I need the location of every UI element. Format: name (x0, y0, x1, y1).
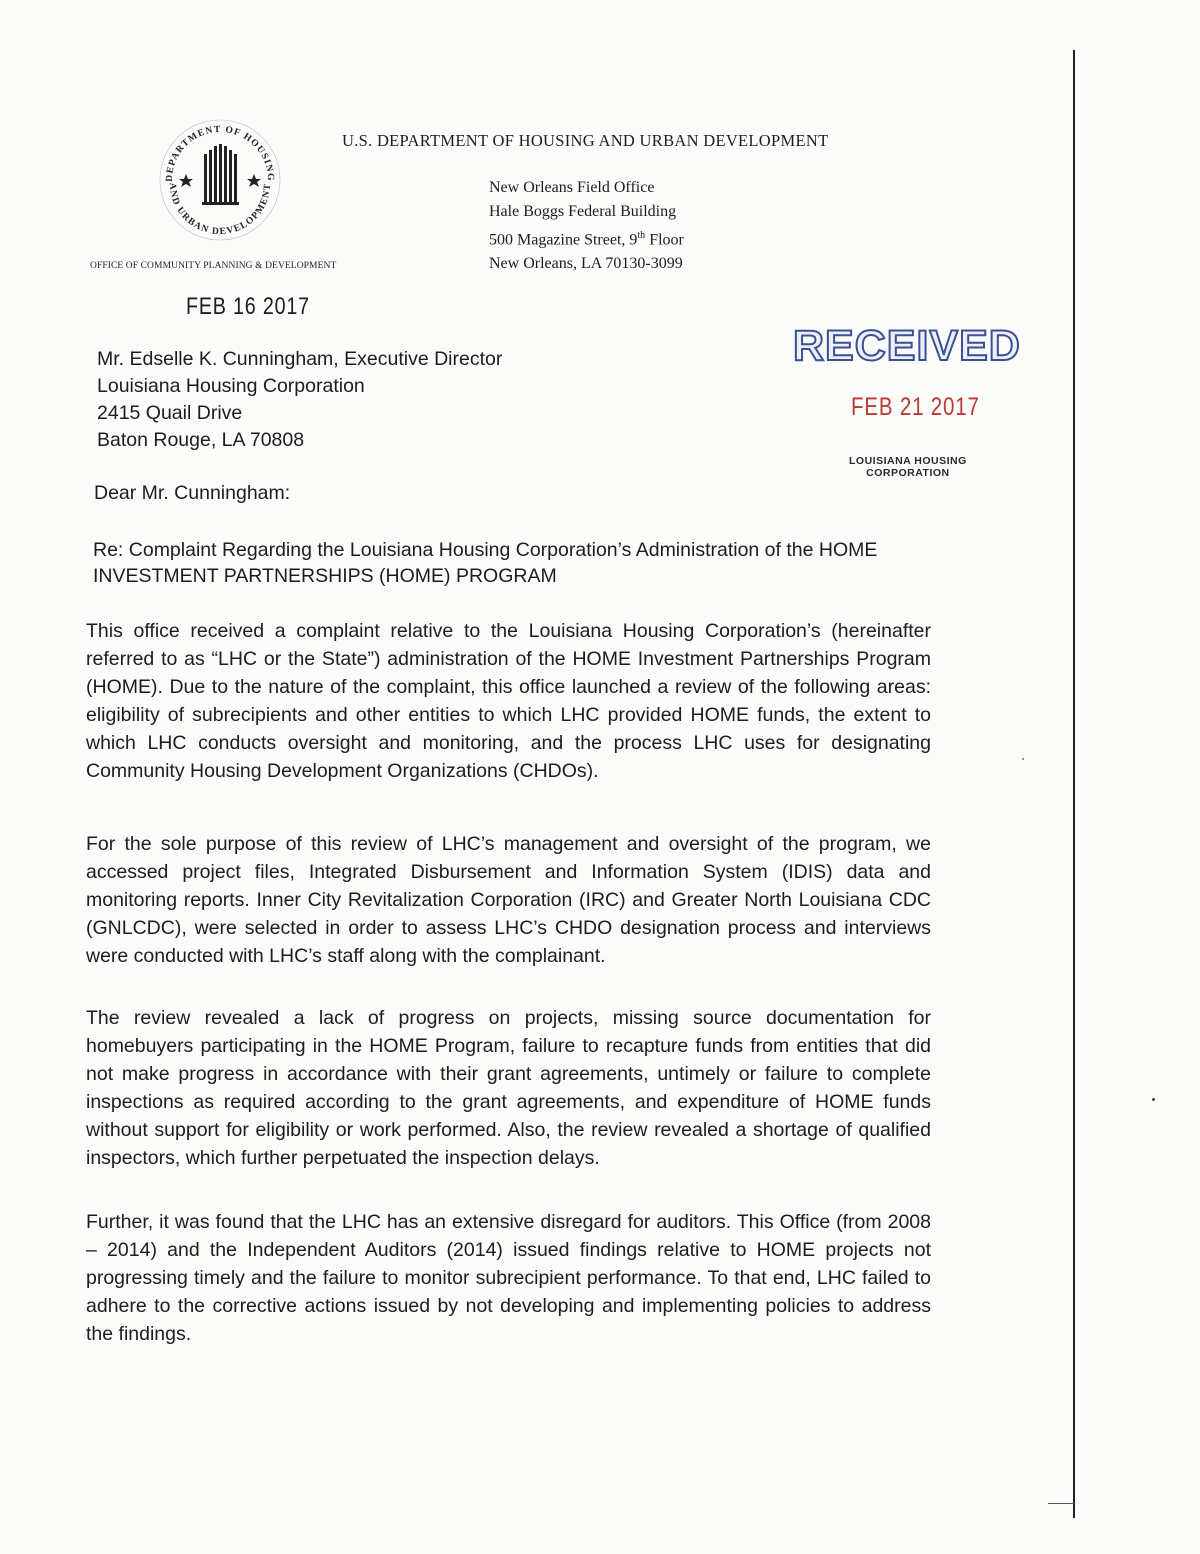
body-paragraph: The review revealed a lack of progress on projects, missing source documentation for homebuyers participating in the HOME Program, failure to recapture funds from entities that did not make progress in accordance with their grant agreements, untimely or failure to complete inspections as required according to the grant agreements, and expenditure of HOME funds without support for eligibility or work performed. Also, the review revealed a shortage of qualified inspectors, which further perpetuated the inspection delays. (86, 1007, 931, 1169)
body-paragraph: This office received a complaint relative to the Louisiana Housing Corporation’s (hereinafter referred to as “LHC or the State”) administration of the HOME Investment Partnerships Program (HOME). Due to the nature of the complaint, this office launched a review of the following areas: eligibility of subrecipients and other entities to which LHC provided HOME funds, the extent to which LHC conducts oversight and monitoring, and the process LHC uses for designating Community Housing Development Organizations (CHDOs). (86, 620, 931, 782)
recipient-line-4: Baton Rouge, LA 70808 (97, 429, 305, 451)
address-line-1: New Orleans Field Office (489, 179, 655, 196)
received-date-stamp: FEB 21 2017 (851, 393, 980, 421)
received-stamp: RECEIVED (793, 322, 1021, 370)
seal-text-top: DEPARTMENT OF HOUSING (164, 124, 276, 182)
recipient-line-3: 2415 Quail Drive (97, 402, 243, 424)
stamp-org-line-1: LOUISIANA HOUSING (849, 455, 967, 467)
stamp-organization (849, 455, 967, 479)
salutation: Dear Mr. Cunningham: (94, 482, 291, 504)
scan-margin-tick (1048, 1503, 1074, 1504)
agency-title: U.S. DEPARTMENT OF HOUSING AND URBAN DEVELOPMENT (342, 131, 829, 150)
address-line-2: Hale Boggs Federal Building (489, 203, 677, 220)
field-office-address (489, 176, 684, 276)
address-line-4: New Orleans, LA 70130-3099 (489, 255, 683, 273)
address-line-3: 500 Magazine Street, 9th Floor (489, 230, 684, 249)
recipient-address (97, 346, 502, 454)
sent-date-stamp: FEB 16 2017 (186, 293, 310, 320)
subject-line: Re: Complaint Regarding the Louisiana Housing Corporation’s Administration of the HOME INVESTMENT PARTNERSHIPS (HOME) PROGRAM (93, 539, 878, 587)
scan-speck (1022, 758, 1024, 760)
body-paragraph: Further, it was found that the LHC has an extensive disregard for auditors. This Office (from 2008 – 2014) and the Independent Auditors (2014) issued findings relative to HOME projects not progressing timely and the failure to monitor subrecipient performance. To that end, LHC failed to adhere to the corrective actions issued by not developing and implementing policies to address the findings. (86, 1211, 931, 1345)
scan-margin-rule (1073, 50, 1075, 1518)
office-line: OFFICE OF COMMUNITY PLANNING & DEVELOPMENT (90, 261, 337, 271)
hud-seal-logo (158, 118, 282, 242)
body-paragraph: For the sole purpose of this review of LHC’s management and oversight of the program, we accessed project files, Integrated Disbursement and Information System (IDIS) data and monitoring reports. Inner City Revitalization Corporation (IRC) and Greater North Louisiana CDC (GNLCDC), were selected in order to assess LHC’s CHDO designation process and interviews were conducted with LHC’s staff along with the complainant. (86, 833, 931, 967)
recipient-line-1: Mr. Edselle K. Cunningham, Executive Director (97, 348, 503, 370)
scan-speck (1152, 1098, 1155, 1101)
stamp-org-line-2: CORPORATION (866, 467, 950, 479)
recipient-line-2: Louisiana Housing Corporation (97, 375, 365, 397)
seal-text-bottom: AND URBAN DEVELOPMENT (166, 182, 274, 238)
